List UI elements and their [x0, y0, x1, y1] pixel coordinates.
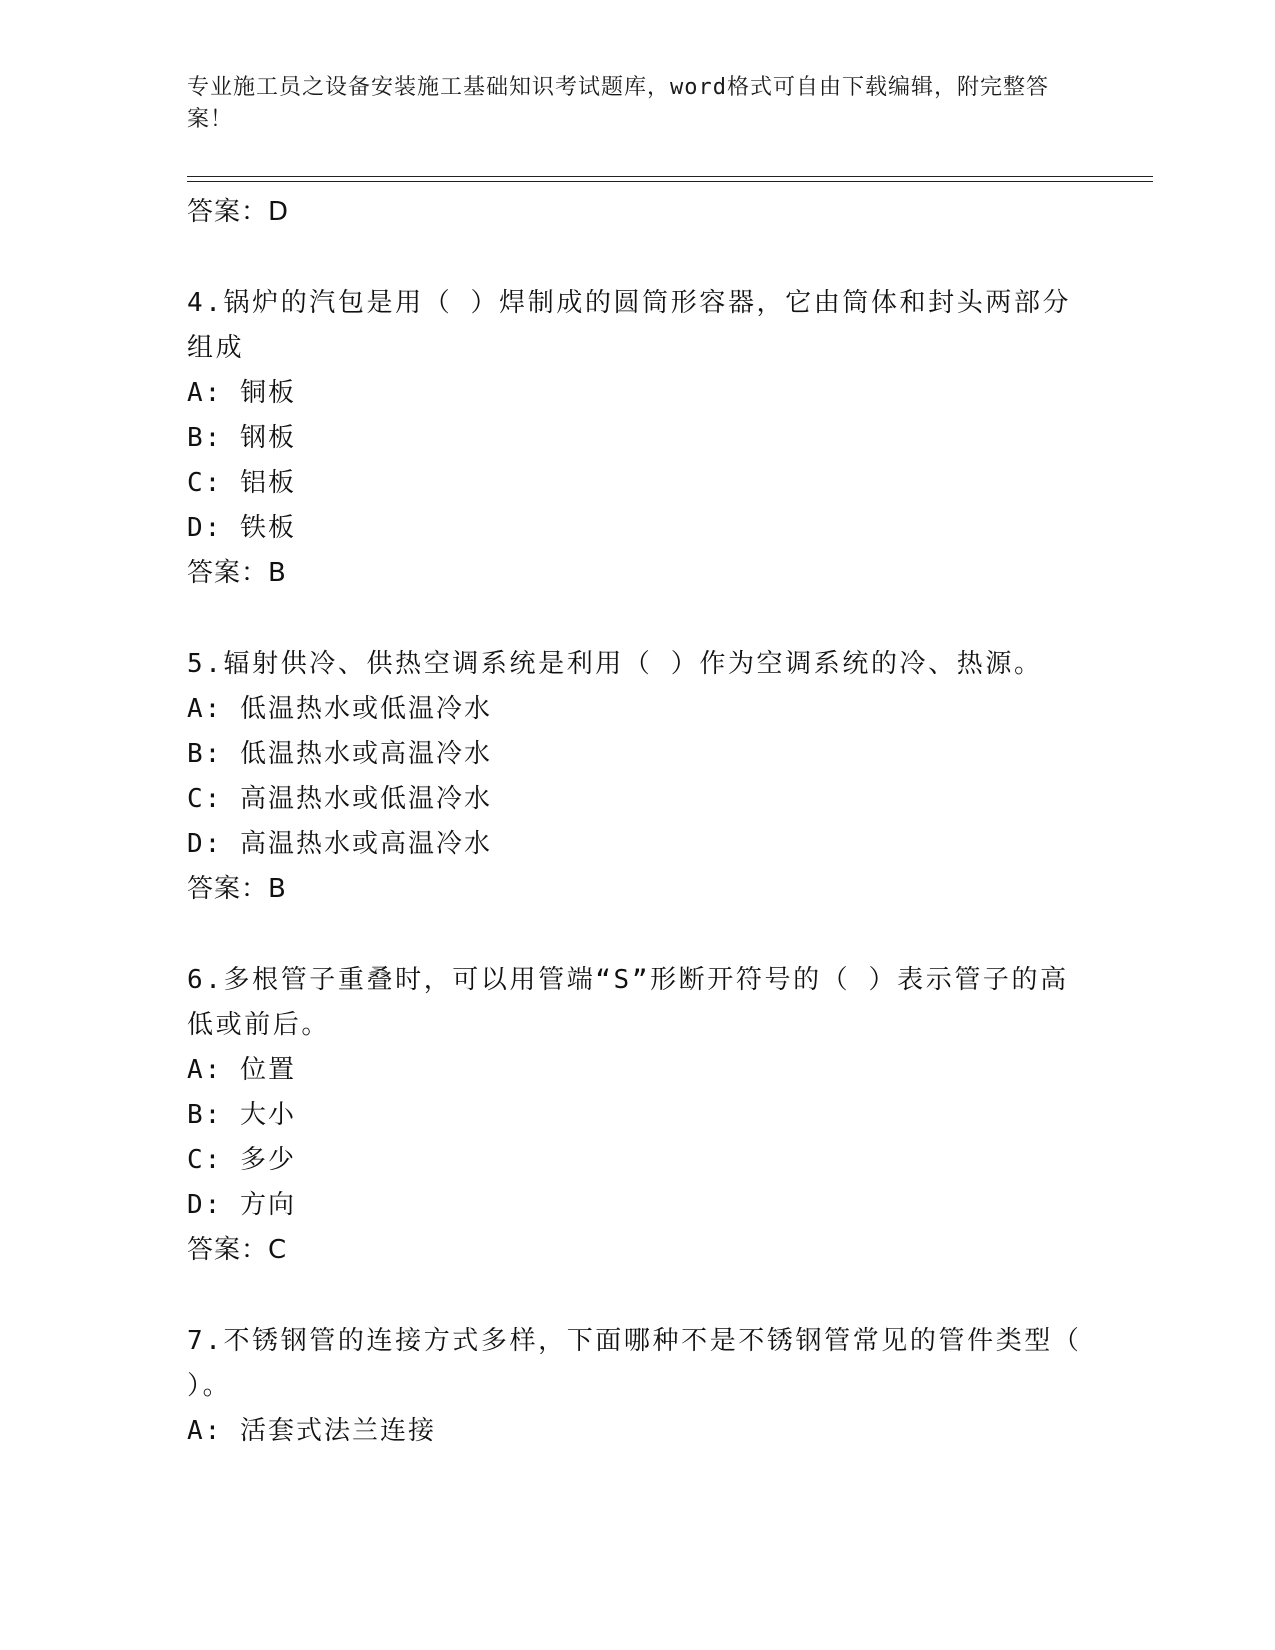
option-d: D: 高温热水或高温冷水 — [187, 829, 492, 859]
question-4 — [187, 281, 1087, 596]
question-stem: 7.不锈钢管的连接方式多样，下面哪种不是不锈钢管常见的管件类型（ ）。 — [187, 1326, 1082, 1401]
question-7 — [187, 1319, 1087, 1454]
option-a: A: 铜板 — [187, 378, 296, 408]
question-5 — [187, 642, 1087, 912]
option-a: A: 位置 — [187, 1055, 296, 1085]
option-b: B: 大小 — [187, 1100, 296, 1130]
answer-line: 答案：D — [187, 197, 290, 227]
option-b: B: 钢板 — [187, 423, 296, 453]
option-b: B: 低温热水或高温冷水 — [187, 739, 492, 769]
answer-line: 答案：B — [187, 874, 287, 904]
option-c: C: 铝板 — [187, 468, 296, 498]
answer-line: 答案：B — [187, 558, 287, 588]
header-rule-top — [187, 176, 1153, 177]
question-list — [187, 190, 1087, 1454]
option-c: C: 多少 — [187, 1145, 296, 1175]
option-d: D: 铁板 — [187, 513, 296, 543]
option-d: D: 方向 — [187, 1190, 296, 1220]
question-stem: 6.多根管子重叠时，可以用管端“S”形断开符号的（ ）表示管子的高低或前后。 — [187, 965, 1069, 1040]
question-stem: 4.锅炉的汽包是用（ ）焊制成的圆筒形容器，它由筒体和封头两部分组成 — [187, 288, 1072, 363]
option-c: C: 高温热水或低温冷水 — [187, 784, 492, 814]
option-a: A: 活套式法兰连接 — [187, 1416, 436, 1446]
question-6 — [187, 958, 1087, 1273]
answer-line: 答案：C — [187, 1235, 288, 1265]
header-rule-bottom — [187, 181, 1153, 182]
option-a: A: 低温热水或低温冷水 — [187, 694, 492, 724]
question-stem: 5.辐射供冷、供热空调系统是利用（ ）作为空调系统的冷、热源。 — [187, 649, 1043, 679]
document-header: 专业施工员之设备安装施工基础知识考试题库，word格式可自由下载编辑，附完整答案！ — [187, 75, 1049, 132]
